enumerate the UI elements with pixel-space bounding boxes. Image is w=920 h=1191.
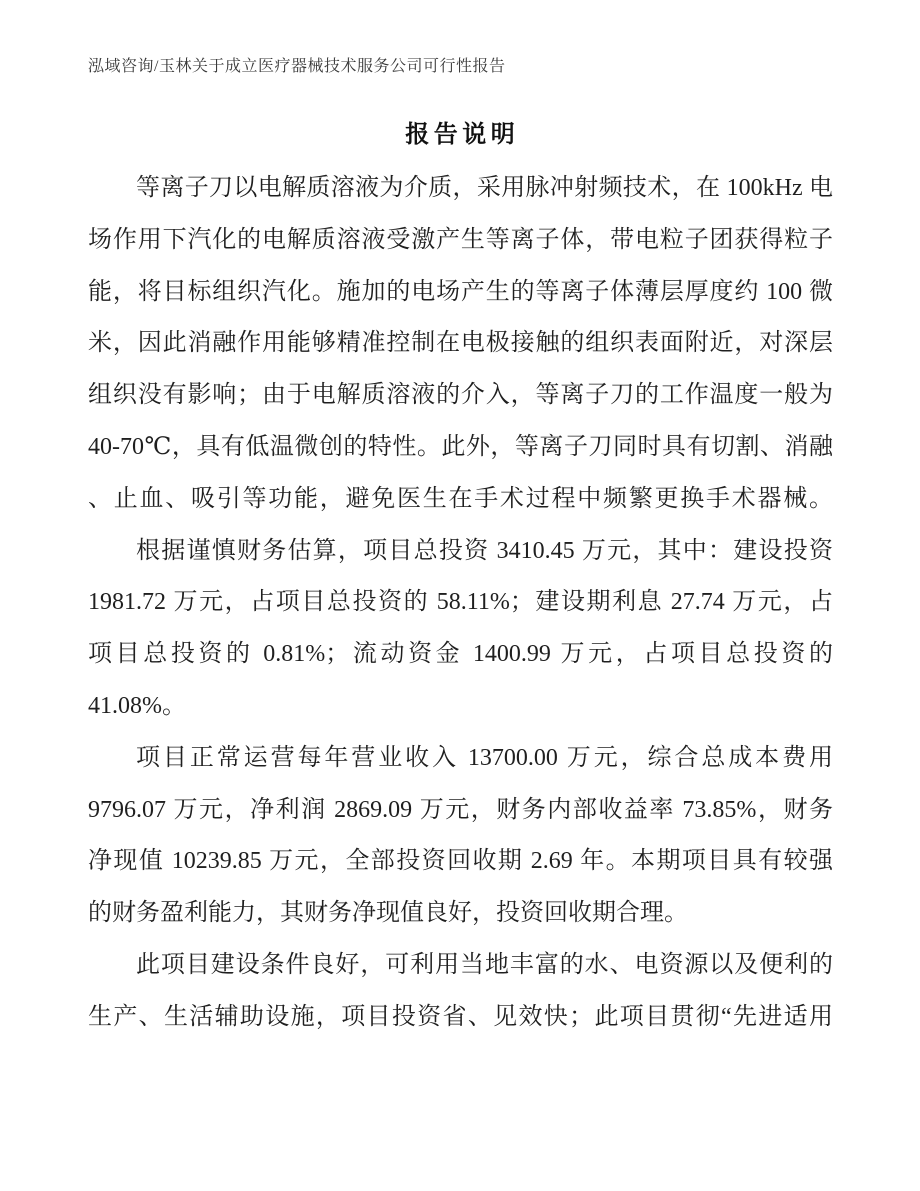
text-line: 此项目建设条件良好，可利用当地丰富的水、电资源以及便利的 [136,951,833,978]
text-line: 米，因此消融作用能够精准控制在电极接触的组织表面附近，对深层 [88,330,833,357]
text-line: 场作用下汽化的电解质溶液受激产生等离子体，带电粒子团获得粒子 [88,226,833,253]
text-line: 组织没有影响；由于电解质溶液的介入，等离子刀的工作温度一般为 [88,382,833,409]
report-title: 报告说明 [405,122,520,148]
paragraph [88,733,833,940]
paragraph [88,940,833,1044]
paragraph [88,163,833,526]
text-line: 项目总投资的 0.81%；流动资金 1400.99 万元，占项目总投资的 [88,641,833,668]
paragraph [88,526,833,733]
document-body [88,163,833,1044]
text-line: 净现值 10239.85 万元，全部投资回收期 2.69 年。本期项目具有较强 [88,848,833,875]
text-line: 9796.07 万元，净利润 2869.09 万元，财务内部收益率 73.85%，财务 [88,796,833,823]
running-header: 泓域咨询/玉林关于成立医疗器械技术服务公司可行性报告 [88,58,506,75]
text-line: 1981.72 万元，占项目总投资的 58.11%；建设期利息 27.74 万元，占 [88,589,833,616]
text-line: 41.08%。 [88,692,186,719]
text-line: 根据谨慎财务估算，项目总投资 3410.45 万元，其中：建设投资 [136,537,833,564]
text-line: 的财务盈利能力，其财务净现值良好，投资回收期合理。 [88,900,688,927]
text-line: 能，将目标组织汽化。施加的电场产生的等离子体薄层厚度约 100 微 [88,278,833,305]
text-line: 等离子刀以电解质溶液为介质，采用脉冲射频技术，在 100kHz 电 [136,175,833,201]
text-line: 、止血、吸引等功能，避免医生在手术过程中频繁更换手术器械。 [88,485,833,512]
text-line: 生产、生活辅助设施，项目投资省、见效快；此项目贯彻“先进适用 [88,1003,833,1030]
text-line: 项目正常运营每年营业收入 13700.00 万元，综合总成本费用 [136,744,833,771]
text-line: 40-70℃，具有低温微创的特性。此外，等离子刀同时具有切割、消融 [88,433,833,460]
